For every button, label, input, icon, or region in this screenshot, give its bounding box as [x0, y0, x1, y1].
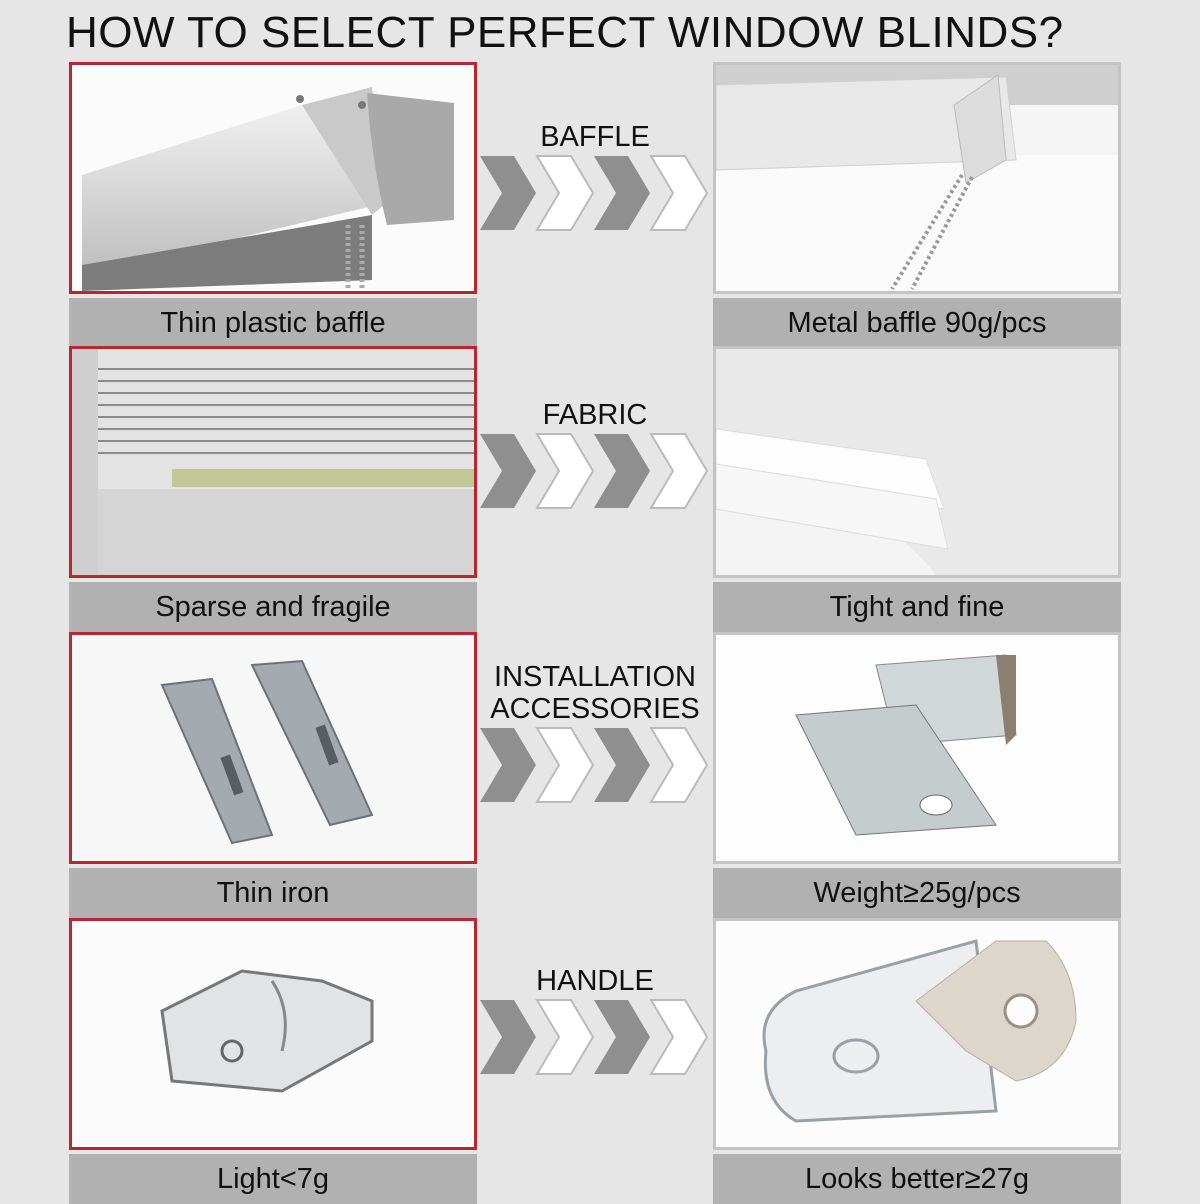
comparison-row-fabric [0, 346, 1200, 626]
bad-installation-caption: Thin iron [69, 868, 477, 918]
bad-baffle-caption: Thin plastic baffle [69, 298, 477, 348]
chevron-arrows-icon [480, 154, 712, 232]
chevron-arrows-icon [480, 726, 712, 804]
plastic-baffle-photo [69, 62, 477, 294]
chevron-arrows-icon [480, 432, 712, 510]
feature-label-fabric: FABRIC [542, 399, 648, 431]
thin-iron-bracket-photo [69, 632, 477, 864]
good-fabric-caption: Tight and fine [713, 582, 1121, 632]
feature-label-handle: HANDLE [536, 965, 654, 997]
comparison-row-handle [0, 918, 1200, 1198]
bad-fabric-caption: Sparse and fragile [69, 582, 477, 632]
tight-fabric-photo [713, 346, 1121, 578]
good-baffle-caption: Metal baffle 90g/pcs [713, 298, 1121, 348]
good-installation-caption: Weight≥25g/pcs [713, 868, 1121, 918]
feature-label-installation-line1: INSTALLATION [494, 661, 696, 693]
comparison-row-baffle [0, 62, 1200, 342]
feature-label-baffle: BAFFLE [540, 121, 650, 153]
heavy-bracket-photo [713, 632, 1121, 864]
metal-baffle-photo [713, 62, 1121, 294]
page-title: HOW TO SELECT PERFECT WINDOW BLINDS? [66, 8, 1064, 57]
bad-handle-caption: Light<7g [69, 1154, 477, 1204]
premium-handle-photo [713, 918, 1121, 1150]
chevron-arrows-icon [480, 998, 712, 1076]
comparison-row-installation [0, 632, 1200, 912]
good-handle-caption: Looks better≥27g [713, 1154, 1121, 1204]
light-handle-photo [69, 918, 477, 1150]
feature-label-installation-line2: ACCESSORIES [490, 693, 700, 725]
sparse-fabric-photo [69, 346, 477, 578]
